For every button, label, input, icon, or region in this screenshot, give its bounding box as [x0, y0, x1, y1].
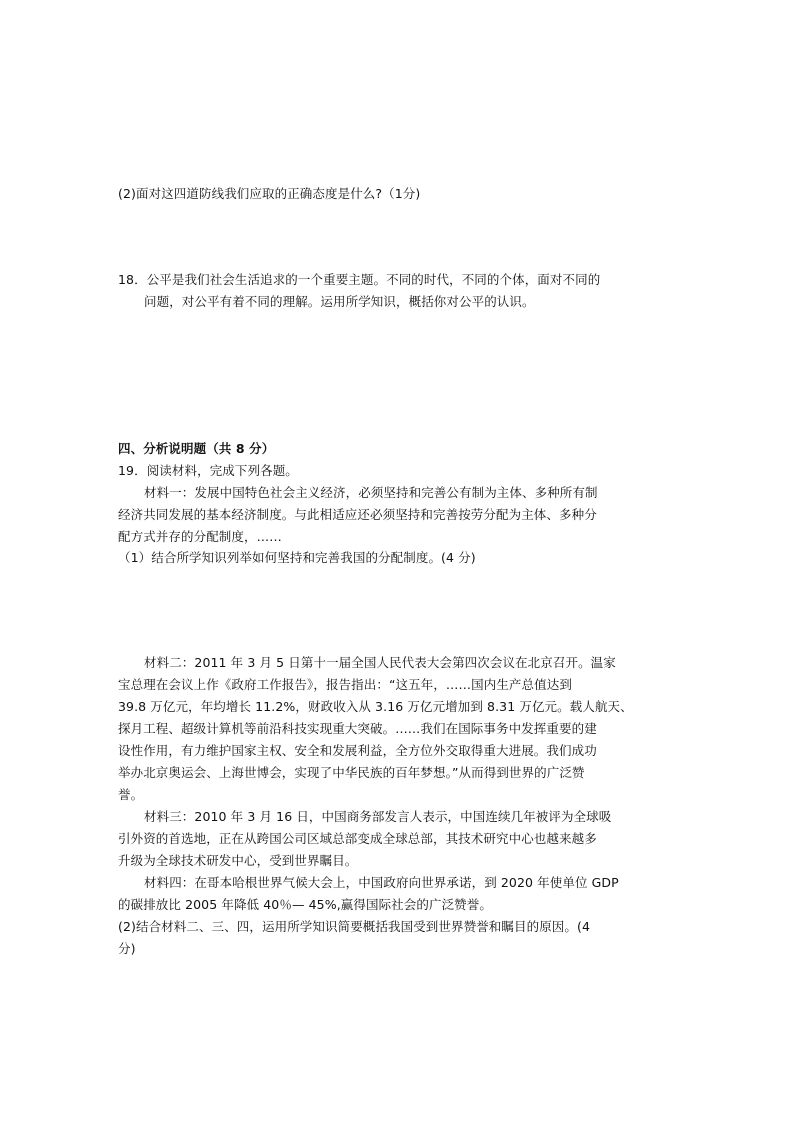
- q19-material-1-line-2: 经济共同发展的基本经济制度。与此相适应还必须坚持和完善按劳分配为主体、多种分: [118, 507, 597, 522]
- q19-subquestion-2-line-2: 分): [118, 941, 136, 956]
- section-4-heading: 四、分析说明题（共 8 分）: [118, 441, 275, 456]
- q19-material-3-line-2: 引外资的首选地，正在从跨国公司区域总部变成全球总部，其技术研究中心也越来越多: [118, 831, 597, 846]
- q19-intro: 19．阅读材料，完成下列各题。: [118, 463, 298, 478]
- q19-material-2-line-6: 举办北京奥运会、上海世博会，实现了中华民族的百年梦想。”从而得到世界的广泛赞: [118, 765, 585, 780]
- q19-material-2-line-4: 探月工程、超级计算机等前沿科技实现重大突破。……我们在国际事务中发挥重要的建: [118, 721, 597, 736]
- q18-line-2: 问题，对公平有着不同的理解。运用所学知识，概括你对公平的认识。: [144, 294, 535, 309]
- q19-subquestion-1: （1）结合所学知识列举如何坚持和完善我国的分配制度。(4 分): [118, 550, 476, 565]
- q19-subquestion-2-line-1: (2)结合材料二、三、四，运用所学知识简要概括我国受到世界赞誉和瞩目的原因。(4: [118, 919, 591, 934]
- q19-material-4-line-2: 的碳排放比 2005 年降低 40％— 45%,赢得国际社会的广泛赞誉。: [118, 897, 492, 912]
- q19-material-1-line-1: 材料一：发展中国特色社会主义经济，必须坚持和完善公有制为主体、多种所有制: [144, 485, 598, 500]
- q19-material-3-line-1: 材料三：2010 年 3 月 16 日，中国商务部发言人表示，中国连续几年被评为全球吸: [144, 809, 612, 824]
- q19-material-2-line-2: 宝总理在会议上作《政府工作报告》，报告指出：“这五年，……国内生产总值达到: [118, 677, 572, 692]
- q19-material-4-line-1: 材料四：在哥本哈根世界气候大会上，中国政府向世界承诺，到 2020 年使单位 GDP: [144, 875, 619, 890]
- q19-material-2-line-3: 39.8 万亿元，年均增长 11.2%，财政收入从 3.16 万亿元增加到 8.31 万亿元。载人航天、: [118, 699, 633, 714]
- q19-material-2-line-7: 誉。: [118, 787, 144, 802]
- q19-material-2-line-1: 材料二：2011 年 3 月 5 日第十一届全国人民代表大会第四次会议在北京召开。温家: [144, 655, 616, 670]
- q19-material-3-line-3: 升级为全球技术研发中心，受到世界瞩目。: [118, 853, 358, 868]
- q17-subquestion-2: (2)面对这四道防线我们应取的正确态度是什么?（1分): [118, 186, 421, 201]
- q18-line-1: 18．公平是我们社会生活追求的一个重要主题。不同的时代，不同的个体，面对不同的: [118, 272, 601, 287]
- q19-material-1-line-3: 配方式并存的分配制度，……: [118, 529, 282, 544]
- q19-material-2-line-5: 设性作用，有力维护国家主权、安全和发展利益，全方位外交取得重大进展。我们成功: [118, 743, 597, 758]
